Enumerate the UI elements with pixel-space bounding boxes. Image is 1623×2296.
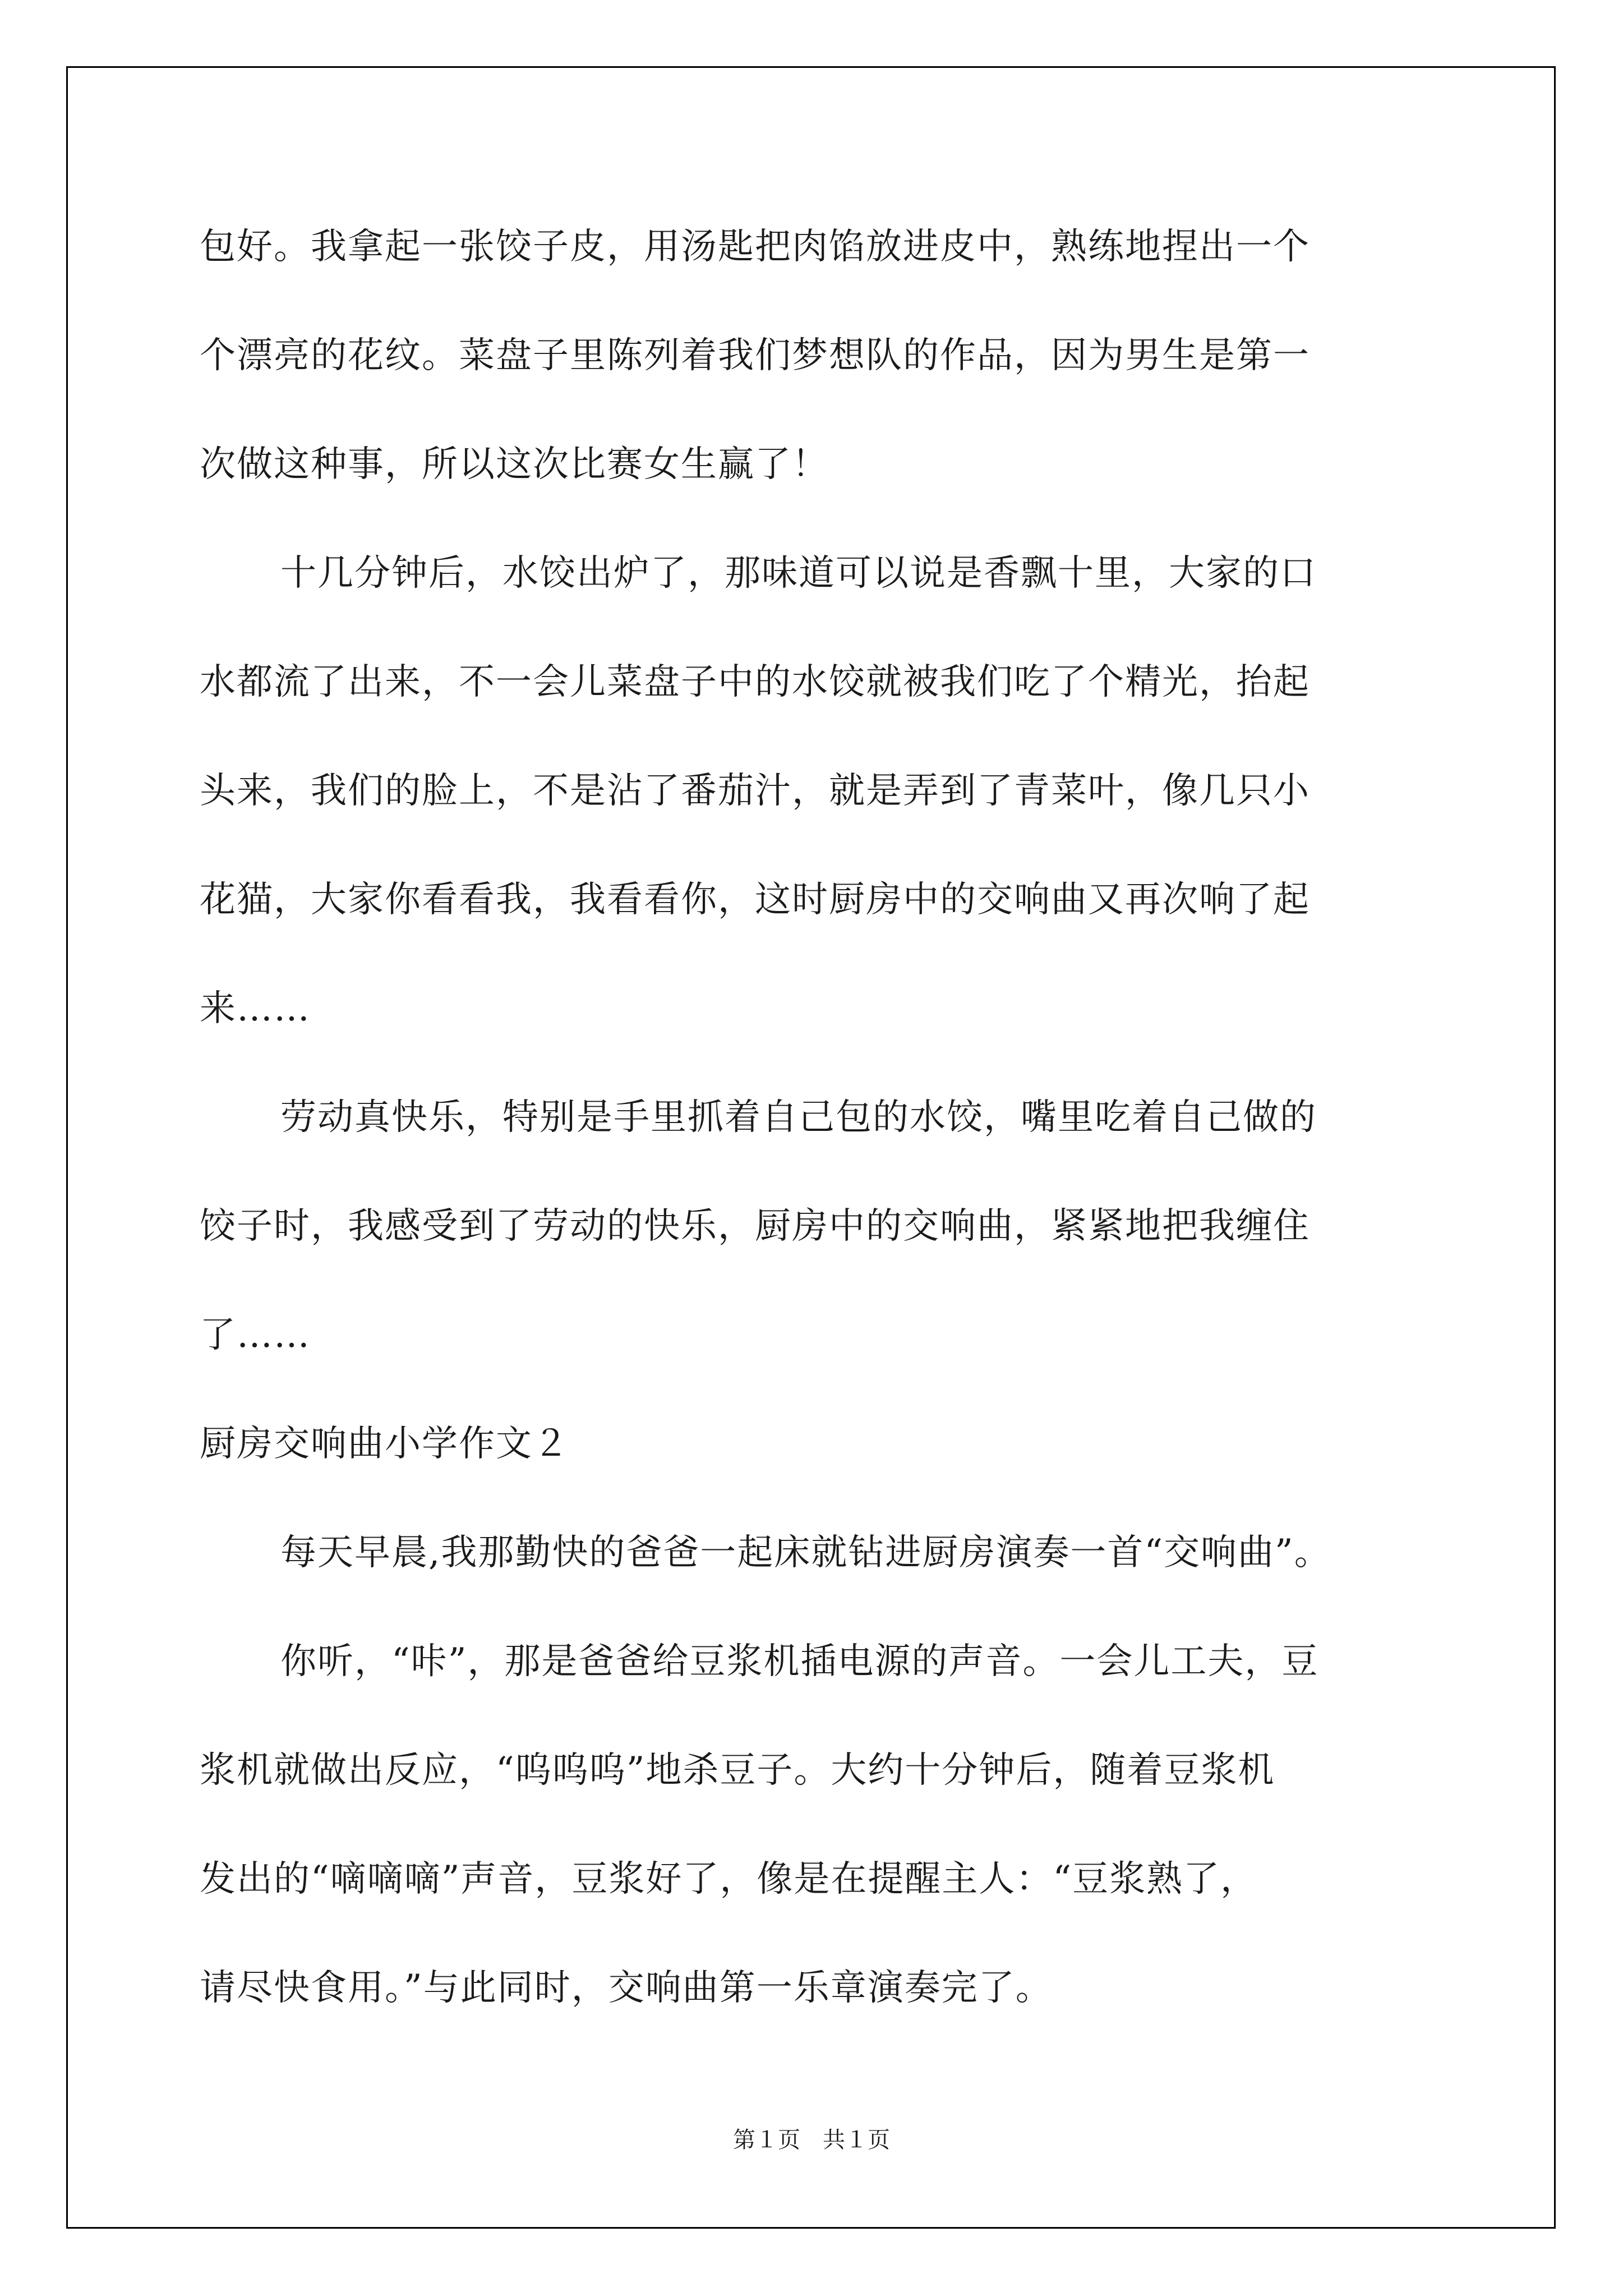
text-line: 花猫，大家你看看我，我看看你，这时厨房中的交响曲又再次响了起 bbox=[200, 879, 1310, 921]
text-line: 来…… bbox=[200, 988, 311, 1029]
text-line: 请尽快食用。”与此同时，交响曲第一乐章演奏完了。 bbox=[200, 1967, 1053, 2009]
text-line: 饺子时，我感受到了劳动的快乐，厨房中的交响曲，紧紧地把我缠住 bbox=[200, 1205, 1310, 1247]
text-line: 浆机就做出反应，“呜呜呜”地杀豆子。大约十分钟后，随着豆浆机 bbox=[200, 1750, 1275, 1791]
text-line: 发出的“嘀嘀嘀”声音，豆浆好了，像是在提醒主人：“豆浆熟了， bbox=[200, 1858, 1258, 1900]
text-line: 水都流了出来，不一会儿菜盘子中的水饺就被我们吃了个精光，抬起 bbox=[200, 661, 1310, 703]
paragraph-start-line: 你听，“咔”，那是爸爸给豆浆机插电源的声音。一会儿工夫，豆 bbox=[280, 1641, 1319, 1682]
text-line: 包好。我拿起一张饺子皮，用汤匙把肉馅放进皮中，熟练地捏出一个 bbox=[200, 226, 1310, 268]
paragraph-start-line: 十几分钟后，水饺出炉了，那味道可以说是香飘十里，大家的口 bbox=[280, 553, 1317, 594]
page-frame bbox=[66, 66, 1556, 2229]
text-line: 头来，我们的脸上，不是沾了番茄汁，就是弄到了青菜叶，像几只小 bbox=[200, 770, 1310, 812]
page-number-footer: 第１页 共１页 bbox=[733, 2127, 890, 2153]
text-line: 了…… bbox=[200, 1314, 311, 1356]
paragraph-start-line: 每天早晨,我那勤快的爸爸一起床就钻进厨房演奏一首“交响曲”。 bbox=[280, 1532, 1331, 1573]
text-line: 次做这种事，所以这次比赛女生赢了！ bbox=[200, 444, 829, 485]
paragraph-start-line: 劳动真快乐，特别是手里抓着自己包的水饺，嘴里吃着自己做的 bbox=[280, 1097, 1317, 1138]
text-line: 个漂亮的花纹。菜盘子里陈列着我们梦想队的作品，因为男生是第一 bbox=[200, 335, 1310, 376]
section-heading: 厨房交响曲小学作文２ bbox=[200, 1423, 570, 1465]
